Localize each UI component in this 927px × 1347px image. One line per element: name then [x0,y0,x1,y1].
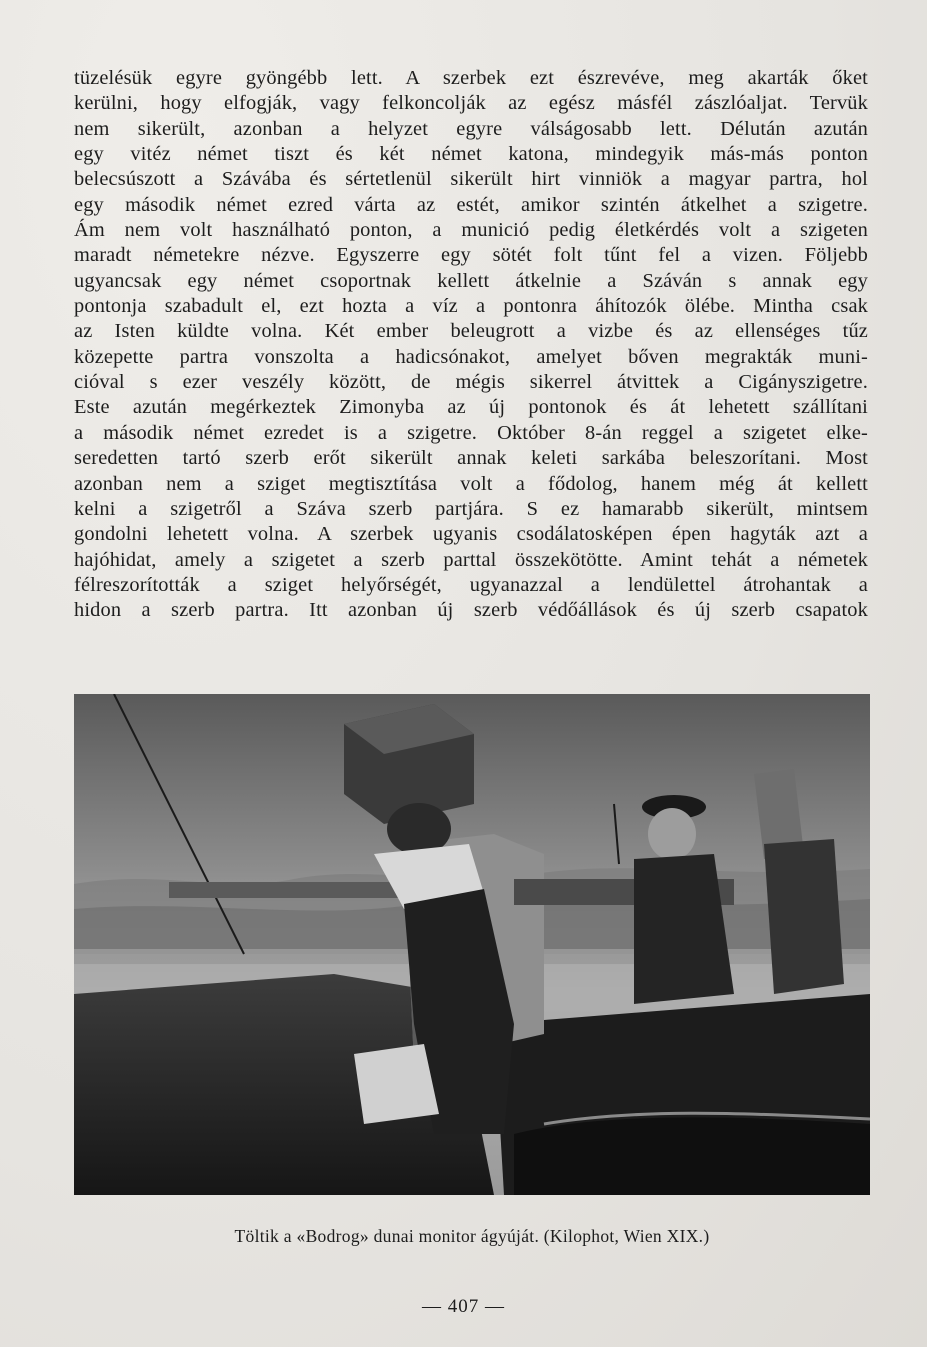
text-line: hajóhidat, amely a szigetet a szerb parttal összekötötte. Amint tehát a németek [74,548,868,571]
text-line: ugyancsak egy német csoportnak kellett átkelnie a Száván s annak egy [74,269,868,292]
monitor-gun-photo [74,694,870,1195]
text-line: gondolni lehetett volna. A szerbek ugyanis csodálatosképen épen hagyták azt a [74,523,868,546]
text-line: azonban nem a sziget megtisztítása volt a fődolog, hanem még át kellett [74,472,868,495]
text-line: az Isten küldte volna. Két ember beleugrott a vizbe és az ellenséges tűz [74,320,868,343]
text-line: pontonja szabadult el, ezt hozta a víz a pontonra áhítozók ölébe. Mintha csak [74,295,868,318]
text-line: egy vitéz német tiszt és két német katona, mindegyik más-más ponton [74,143,868,166]
text-line: félreszorították a sziget helyőrségét, ugyanazzal a lendülettel átrohantak a [74,573,868,596]
text-line: kerülni, hogy elfogják, vagy felkoncolják az egész másfél zászlóaljat. Tervük [74,92,868,115]
text-line: cióval s ezer veszély között, de mégis sikerrel átvittek a Cigányszigetre. [74,371,868,394]
text-line: maradt németekre nézve. Egyszerre egy sötét folt tűnt fel a vizen. Följebb [74,244,868,267]
page-number: — 407 — [422,1296,505,1317]
text-line: közepette partra vonszolta a hadicsónakot, amelyet bőven megrakták muni- [74,345,868,368]
photo-caption: Töltik a «Bodrog» dunai monitor ágyúját. (Kilophot, Wien XIX.) [234,1226,710,1246]
text-line: nem sikerült, azonban a helyzet egyre válságosabb lett. Délután azután [74,117,868,140]
text-line: a második német ezredet is a szigetre. Október 8-án reggel a szigetet elke- [74,421,868,444]
text-line: Este azután megérkeztek Zimonyba az új pontonok és át lehetett szállítani [74,396,868,419]
text-line: egy második német ezred várta az estét, amikor szintén átkelhet a szigetre. [74,193,868,216]
text-line: tüzelésük egyre gyöngébb lett. A szerbek ezt észrevéve, meg akarták őket [74,67,868,89]
article-text [74,66,868,624]
text-line: Ám nem volt használható ponton, a munició pedig életkérdés volt a szigeten [74,219,868,242]
text-line: belecsúszott a Szávába és sértetlenül sikerült hirt vinniök a magyar partra, hol [74,168,868,191]
text-line: kelni a szigetről a Száva szerb partjára. S ez hamarabb sikerült, mintsem [74,497,868,520]
text-line: seredetten tartó szerb erőt sikerült annak keleti sarkába beleszorítani. Most [74,447,868,470]
text-line: hidon a szerb partra. Itt azonban új szerb védőállások és új szerb csapatok [74,599,868,622]
